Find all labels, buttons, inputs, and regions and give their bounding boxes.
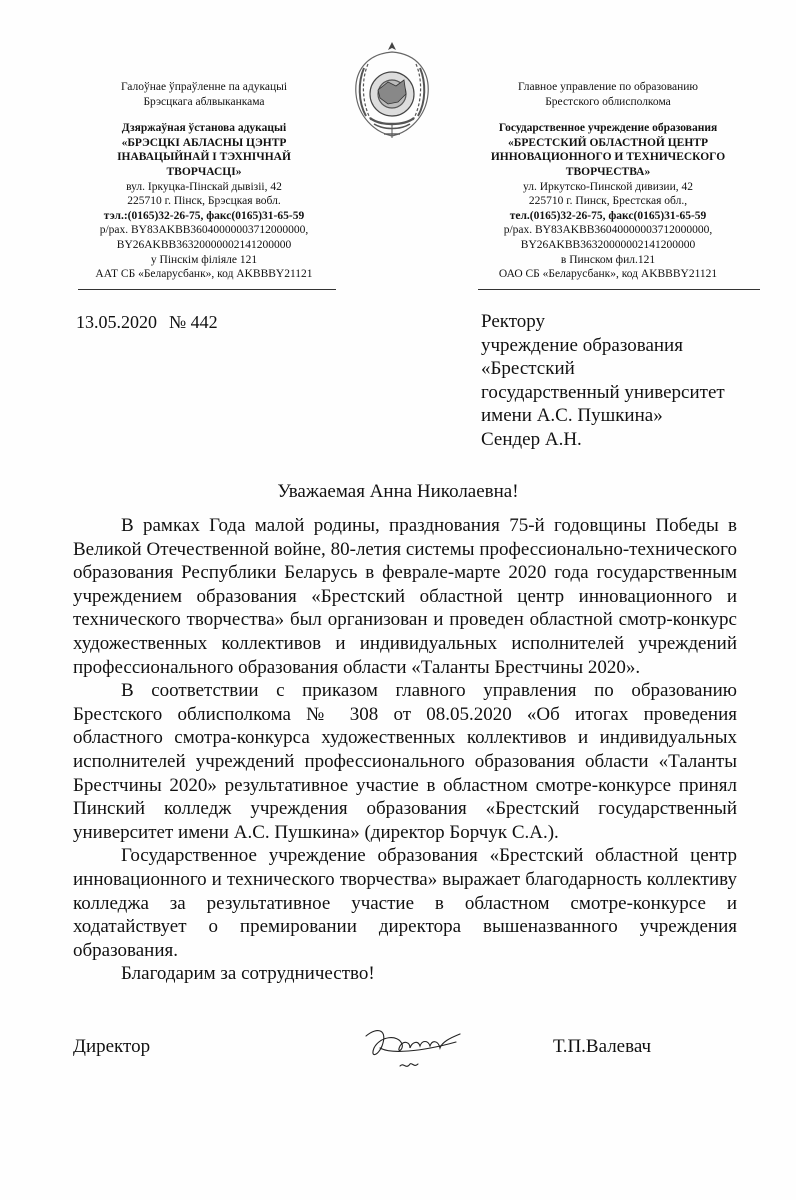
header-line: BY26AKBB36320000002141200000 xyxy=(520,238,696,251)
header-line: ТВОРЧАСЦІ» xyxy=(166,165,242,178)
letter-body xyxy=(73,514,737,986)
header-line: ІНАВАЦЫЙНАЙ І ТЭХНІЧНАЙ xyxy=(117,151,291,164)
header-line: Галоўнае ўпраўленне па адукацыі xyxy=(120,81,288,93)
signatory-position: Директор xyxy=(73,1036,151,1057)
addressee-line: имени А.С. Пушкина» xyxy=(481,405,663,426)
header-line: р/рах. BY83AKBB36040000003712000000, xyxy=(503,224,713,237)
header-left-belarusian xyxy=(70,80,338,282)
handwritten-signature xyxy=(360,1018,470,1078)
header-line: у Пінскім філіяле 121 xyxy=(150,253,258,266)
body-paragraph: Благодарим за сотрудничество! xyxy=(121,963,375,985)
registration-line xyxy=(76,312,218,333)
header-right-russian xyxy=(470,80,746,282)
header-line: тэл.:(0165)32-26-75, факс(0165)31-65-59 xyxy=(103,209,305,222)
addressee-line: учреждение образования xyxy=(481,334,683,356)
header-line: ИННОВАЦИОННОГО И ТЕХНИЧЕСКОГО xyxy=(490,151,726,164)
body-paragraph: В рамках Года малой родины, празднования 75-й годовщины Победы в Великой Отечественной войне, 80-летия системы профессионально-технического образования Республики Беларусь в феврале-марте 2020 года государственным учреждением образования «Брестский областной центр инновационного и технического творчества» был организован и проведен областной смотр-конкурс художественных коллективов и индивидуальных исполнителей учреждений профессионального образования области «Таланты Брестчины 2020». xyxy=(73,515,737,678)
header-line: 225710 г. Пинск, Брестская обл., xyxy=(528,195,688,208)
header-line: вул. Іркуцка-Пінскай дывізіі, 42 xyxy=(126,180,282,193)
header-line: Главное управление по образованию xyxy=(518,81,698,93)
letter-number: № 442 xyxy=(169,312,218,332)
header-line: тел.(0165)32-26-75, факс(0165)31-65-59 xyxy=(509,209,707,222)
body-paragraph: Государственное учреждение образования «Брестский областной центр инновационного и технического творчества» выражает благодарность коллективу колледжа за результативное участие в областном смотре-конкурсе и ходатайствует о премировании директора вышеназванного учреждения образования. xyxy=(73,845,737,961)
signatory-name: Т.П.Валевач xyxy=(553,1036,652,1057)
header-line: Дзяржаўная ўстанова адукацыі xyxy=(121,122,287,135)
header-line: ТВОРЧЕСТВА» xyxy=(565,165,651,178)
header-line: «БРЕСТСКИЙ ОБЛАСТНОЙ ЦЕНТР xyxy=(508,136,708,149)
header-line: р/рах. BY83AKBB36040000003712000000, xyxy=(99,224,309,237)
header-line: «БРЭСЦКІ АБЛАСНЫ ЦЭНТР xyxy=(121,136,287,149)
header-line: Государственное учреждение образования xyxy=(498,122,718,135)
header-left-underline xyxy=(78,289,336,290)
header-line: ААТ СБ «Беларусбанк», код AKBBBY21121 xyxy=(95,268,313,281)
header-right-underline xyxy=(478,289,760,290)
header-line: ОАО СБ «Беларусбанк», код AKBBBY21121 xyxy=(498,268,718,281)
greeting: Уважаемая Анна Николаевна! xyxy=(277,481,519,502)
header-line: Брэсцкага аблвыканкама xyxy=(143,95,265,108)
addressee-line: «Брестский xyxy=(481,358,575,379)
addressee-line: Ректору xyxy=(481,311,546,332)
header-line: Брестского облисполкома xyxy=(545,95,671,108)
header-line: ул. Иркутско-Пинской дивизии, 42 xyxy=(522,180,693,193)
header-line: 225710 г. Пінск, Брэсцкая вобл. xyxy=(127,195,281,208)
state-emblem-icon xyxy=(344,38,440,142)
addressee-block xyxy=(481,310,725,451)
body-paragraph: В соответствии с приказом главного управления по образованию Брестского облисполкома № 308 от 08.05.2020 «Об итогах проведения областного смотра-конкурса художественных коллективов и индивидуальных исполнителей учреждений профессионального образования области «Таланты Брестчины 2020» результативное участие в областном смотре-конкурсе принял Пинский колледж учреждения образования «Брестский государственный университет имени А.С. Пушкина» (директор Борчук С.А.). xyxy=(73,680,737,843)
addressee-line: государственный университет xyxy=(481,381,725,403)
header-line: в Пинском фил.121 xyxy=(560,253,656,266)
addressee-line: Сендер А.Н. xyxy=(481,428,582,450)
header-line: BY26AKBB36320000002141200000 xyxy=(116,238,292,251)
letter-date: 13.05.2020 xyxy=(76,312,157,332)
